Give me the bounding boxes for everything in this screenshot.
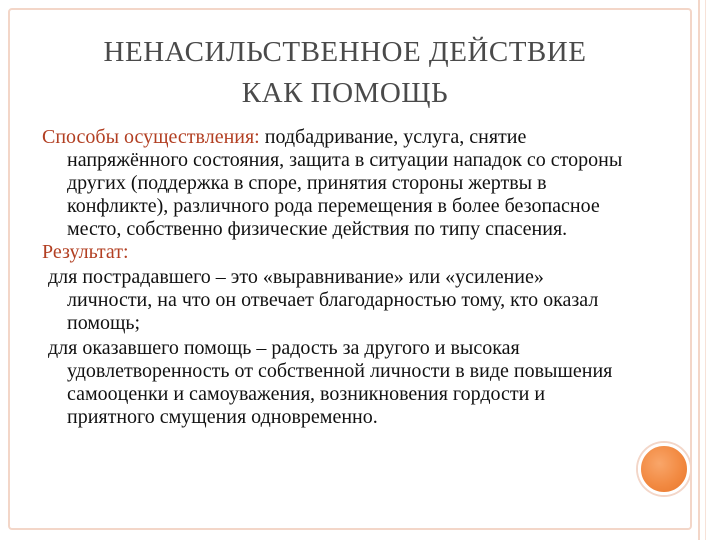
result-heading — [42, 241, 632, 264]
result-item-helper: для оказавшего помощь – радость за другого и высокая удовлетворенность от собственной личности в виде повышения самооценки и самоуважения, возникновения гордости и приятного смущения одновременно. — [48, 337, 613, 428]
result-item-victim: для пострадавшего – это «выравнивание» или «усиление» личности, на что он отвечает благодарностью тому, кто оказал помощь; — [48, 266, 599, 334]
decorative-line — [698, 0, 700, 540]
decorative-line — [705, 0, 706, 540]
decorative-circle — [638, 443, 690, 495]
title-line-1: НЕНАСИЛЬСТВЕННОЕ ДЕЙСТВИЕ — [103, 36, 587, 68]
title-line-2: КАК ПОМОЩЬ — [241, 77, 449, 109]
slide-title — [0, 32, 690, 114]
slide-content — [42, 126, 632, 429]
methods-label: Способы осуществления: — [42, 126, 260, 148]
methods-paragraph — [42, 126, 632, 241]
result-label: Результат: — [42, 241, 129, 263]
methods-text: подбадривание, услуга, снятие напряжённого состояния, защита в ситуации нападок со стороны других (поддержка в споре, принятия стороны жертвы в конфликте), различного рода перемещения в более безопасное место, собственно физические действия по типу спасения. — [67, 126, 623, 240]
